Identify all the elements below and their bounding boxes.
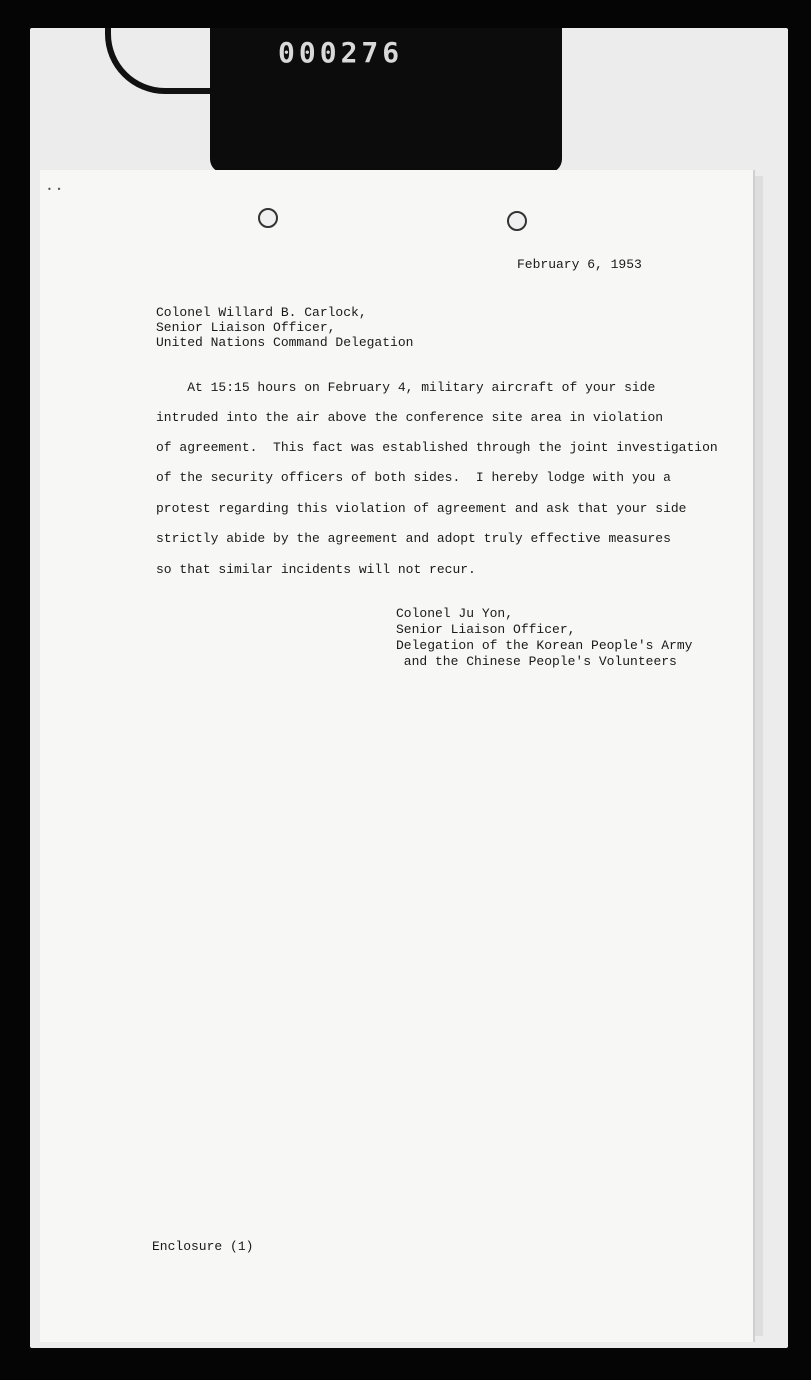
punch-hole-icon (507, 211, 527, 231)
body-line: of agreement. This fact was established through the joint investigation (156, 440, 718, 455)
body-line: protest regarding this violation of agreement and ask that your side (156, 501, 687, 516)
recipient-name: Colonel Willard B. Carlock, (156, 305, 367, 320)
recipient-title: Senior Liaison Officer, (156, 320, 336, 335)
punch-hole-icon (258, 208, 278, 228)
body-line: At 15:15 hours on February 4, military aircraft of your side (156, 380, 656, 395)
signatory-delegation-continued: and the Chinese People's Volunteers (396, 654, 677, 669)
signatory-name: Colonel Ju Yon, (396, 606, 514, 621)
recipient-organization: United Nations Command Delegation (156, 335, 414, 350)
signatory-delegation: Delegation of the Korean People's Army (396, 638, 693, 653)
body-line: so that similar incidents will not recur. (156, 562, 476, 577)
enclosure-note: Enclosure (1) (152, 1239, 254, 1254)
body-line: strictly abide by the agreement and adopt truly effective measures (156, 531, 671, 546)
body-line: intruded into the air above the conference site area in violation (156, 410, 664, 425)
corner-mark: • • (47, 185, 62, 194)
frame-number-stamp: 000276 (278, 36, 404, 69)
sheet-edge (752, 176, 763, 1336)
body-line: of the security officers of both sides. I hereby lodge with you a (156, 470, 671, 485)
letter-date: February 6, 1953 (517, 257, 642, 272)
signatory-title: Senior Liaison Officer, (396, 622, 576, 637)
